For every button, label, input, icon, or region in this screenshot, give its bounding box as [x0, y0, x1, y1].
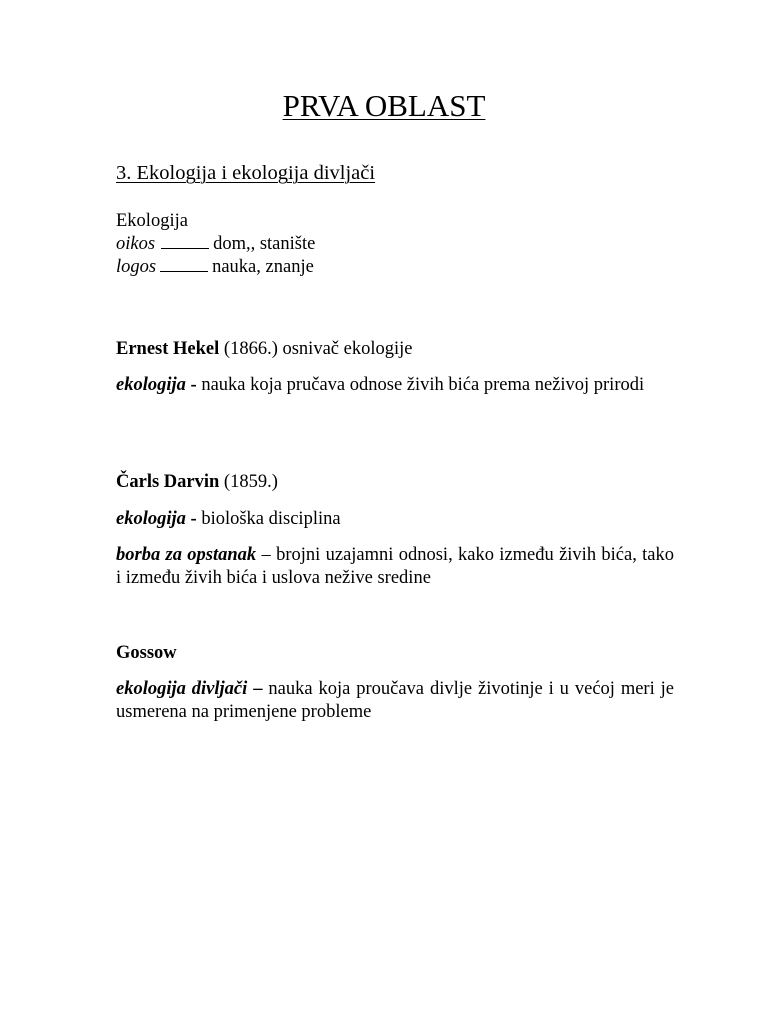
definition-term: borba za opstanak: [116, 545, 257, 565]
author-line: [116, 642, 674, 665]
definition-term: ekologija divljači: [116, 679, 248, 699]
section-subtitle: 3. Ekologija i ekologija divljači: [116, 162, 376, 184]
etymology-term: logos: [116, 257, 157, 277]
author-year: (1859.): [223, 472, 278, 492]
definition-separator: –: [247, 679, 269, 699]
definition-text: brojni uzajamni odnosi, kako između živih bića, tako i između živih bića i uslova nežive sredine: [116, 545, 675, 588]
etymology-meaning: dom,, stanište: [213, 234, 316, 254]
etymology-row: [116, 256, 674, 279]
definition-separator: –: [256, 545, 277, 565]
definition-paragraph: [116, 678, 674, 724]
etymology-row: [116, 233, 674, 256]
etymology-block: [116, 210, 674, 279]
author-name: Gossow: [116, 643, 177, 663]
etymology-meaning: nauka, znanje: [212, 257, 314, 277]
definition-text: nauka koja proučava divlje životinje i u većoj meri je usmerena na primenjene probleme: [116, 679, 674, 722]
author-year: (1866.): [223, 339, 278, 359]
etymology-term: oikos: [116, 234, 156, 254]
definition-term: ekologija: [116, 375, 186, 395]
definition-text: nauka koja pručava odnose živih bića prema neživoj prirodi: [201, 375, 645, 395]
author-name: Ernest Hekel: [116, 339, 220, 359]
definition-paragraph: [116, 544, 674, 590]
author-line: [116, 471, 674, 494]
blank-line: [161, 234, 209, 249]
definition-paragraph: [116, 374, 674, 397]
author-name: Čarls Darvin: [116, 472, 220, 492]
definition-paragraph: [116, 508, 674, 531]
definition-separator: -: [185, 375, 202, 395]
definition-term: ekologija: [116, 509, 186, 529]
etymology-heading: Ekologija: [116, 211, 188, 231]
page-title: PRVA OBLAST: [282, 88, 486, 123]
author-suffix: osnivač ekologije: [277, 339, 413, 359]
definition-separator: -: [185, 509, 202, 529]
definition-text: biološka disciplina: [201, 509, 341, 529]
blank-line: [160, 257, 208, 272]
author-line: [116, 338, 674, 361]
